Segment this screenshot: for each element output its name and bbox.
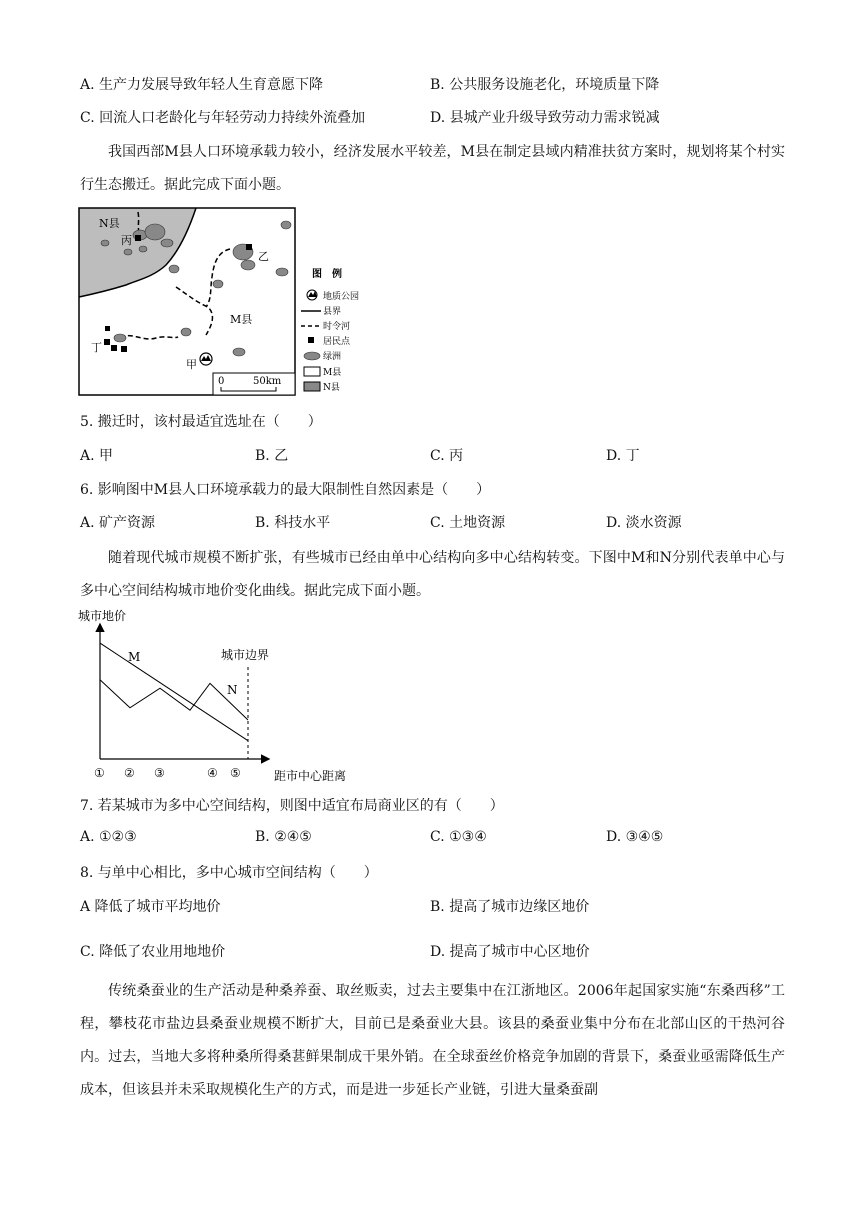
q7-option-d: D. ③④⑤ — [606, 829, 664, 845]
scale-zero: 0 — [218, 376, 225, 387]
q6-stem: 6. 影响图中M县人口环境承载力的最大限制性自然因素是（ ） — [80, 482, 491, 498]
q8-stem: 8. 与单中心相比，多中心城市空间结构（ ） — [80, 865, 378, 881]
q4-option-b: B. 公共服务设施老化，环境质量下降 — [430, 77, 660, 93]
place-ding-label: 丁 — [91, 341, 102, 354]
q5-option-d: D. 丁 — [606, 448, 640, 464]
q5-option-a: A. 甲 — [80, 448, 114, 464]
q6-option-a: A. 矿产资源 — [80, 515, 156, 531]
legend-n-county: N县 — [323, 383, 340, 393]
legend-m-county: M县 — [323, 368, 342, 378]
q6-option-b: B. 科技水平 — [255, 515, 331, 531]
legend-settlement-icon — [308, 337, 314, 343]
legend-n-icon — [304, 382, 320, 391]
x-marker-4: ④ — [207, 766, 218, 780]
legend-river: 时令河 — [323, 322, 351, 332]
q7-stem: 7. 若某城市为多中心空间结构，则图中适宜布局商业区的有（ ） — [80, 798, 504, 814]
county-map — [78, 207, 378, 399]
q5-option-c: C. 丙 — [430, 448, 464, 464]
legend-oasis-icon — [304, 352, 320, 360]
scale-distance: 50km — [253, 376, 282, 387]
chart-x-label: 距市中心距离 — [274, 769, 347, 783]
seasonal-river — [176, 287, 212, 335]
place-yi-label: 乙 — [258, 250, 269, 263]
q8-option-c: C. 降低了农业用地地价 — [80, 944, 226, 960]
legend-m-icon — [304, 367, 320, 376]
n-county-label: N县 — [99, 217, 120, 230]
q7-option-c: C. ①③④ — [430, 829, 487, 845]
boundary-label: 城市边界 — [221, 648, 270, 662]
q7-option-a: A. ①②③ — [80, 829, 137, 845]
land-price-chart — [78, 607, 368, 787]
q6-option-c: C. 土地资源 — [430, 515, 506, 531]
m-county-label: M县 — [230, 313, 253, 326]
q8-option-b: B. 提高了城市边缘区地价 — [430, 899, 590, 915]
series-n-label: N — [227, 683, 238, 697]
chart-y-label: 城市地价 — [78, 609, 127, 623]
q8-option-d: D. 提高了城市中心区地价 — [430, 944, 590, 960]
legend-geopark: 地质公园 — [323, 292, 360, 302]
legend-boundary: 县界 — [323, 307, 342, 317]
q8-option-a: A 降低了城市平均地价 — [80, 899, 221, 915]
q7-option-b: B. ②④⑤ — [255, 829, 312, 845]
series-n-line — [100, 680, 248, 720]
legend-settlement: 居民点 — [323, 337, 351, 347]
legend-title: 图 例 — [312, 269, 342, 280]
x-marker-2: ② — [124, 766, 135, 780]
map-legend — [301, 267, 359, 393]
q4-option-c: C. 回流人口老龄化与年轻劳动力持续外流叠加 — [80, 110, 366, 126]
seasonal-river — [206, 249, 230, 307]
series-m-label: M — [128, 650, 141, 664]
q5-option-b: B. 乙 — [255, 448, 289, 464]
place-bing-label: 丙 — [121, 234, 132, 247]
q4-option-d: D. 县城产业升级导致劳动力需求锐减 — [430, 110, 660, 126]
seasonal-river — [120, 336, 178, 339]
x-marker-5: ⑤ — [230, 766, 241, 780]
place-jia-label: 甲 — [186, 358, 197, 371]
geopark-symbol-jia — [200, 353, 212, 365]
q5-stem: 5. 搬迁时，该村最适宜选址在（ ） — [80, 414, 322, 430]
legend-oasis: 绿洲 — [323, 352, 342, 362]
x-marker-3: ③ — [154, 766, 165, 780]
q6-option-d: D. 淡水资源 — [606, 515, 682, 531]
x-marker-1: ① — [94, 766, 105, 780]
n-county-region — [79, 208, 196, 297]
passage-sericulture: 传统桑蚕业的生产活动是种桑养蚕、取丝贩卖，过去主要集中在江浙地区。2006年起国家实施“东桑西移”工程，攀枝花市盐边县桑蚕业规模不断扩大，目前已是桑蚕业大县。该县的桑蚕业集中分布在北部山区的干热河谷内。过去，当地大多将种桑所得桑葚鲜果制成干果外销。在全球蚕丝价格竞争加剧的背景下，桑蚕业亟需降低生产成本，但该县并未采取规模化生产的方式，而是进一步延长产业链，引进大量桑蚕副 — [80, 983, 785, 1098]
passage-ecological-relocation: 我国西部M县人口环境承载力较小，经济发展水平较差，M县在制定县域内精准扶贫方案时，规划将某个村实行生态搬迁。据此完成下面小题。 — [80, 144, 785, 193]
q4-option-a: A. 生产力发展导致年轻人生育意愿下降 — [80, 77, 324, 93]
passage-land-price: 随着现代城市规模不断扩张，有些城市已经由单中心结构向多中心结构转变。下图中M和N分别代表单中心与多中心空间结构城市地价变化曲线。据此完成下面小题。 — [80, 550, 785, 599]
